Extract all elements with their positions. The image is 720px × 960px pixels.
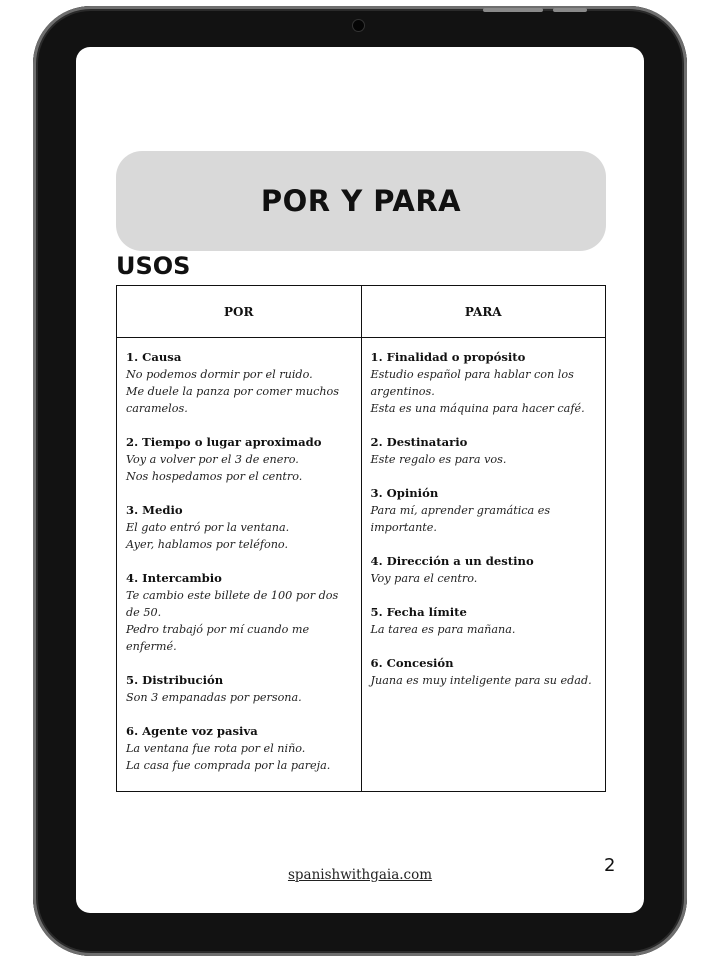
- camera-icon: [353, 20, 364, 31]
- por-column: [117, 338, 362, 792]
- example-text: La tarea es para mañana.: [370, 623, 516, 636]
- para-column: [361, 338, 606, 792]
- list-item: [126, 434, 353, 485]
- page-title: POR Y PARA: [260, 184, 462, 218]
- example-text: Este regalo es para vos.: [370, 453, 507, 466]
- item-heading: 3. Medio: [126, 503, 183, 517]
- power-button: [553, 8, 587, 12]
- uses-table: [116, 285, 606, 792]
- list-item: [126, 570, 353, 655]
- example-text: caramelos.: [126, 402, 188, 415]
- item-heading: 1. Causa: [126, 350, 182, 364]
- item-heading: 5. Fecha límite: [370, 605, 467, 619]
- table-header-row: [117, 286, 606, 338]
- example-text: La casa fue comprada por la pareja.: [126, 759, 331, 772]
- tablet-screen: [76, 47, 644, 913]
- list-item: [371, 485, 598, 536]
- example-text: Estudio español para hablar con los: [370, 368, 574, 381]
- table-row: [117, 338, 606, 792]
- list-item: [371, 349, 598, 417]
- item-heading: 2. Destinatario: [370, 435, 468, 449]
- list-item: [371, 553, 598, 587]
- item-heading: 5. Distribución: [126, 673, 224, 687]
- example-text: importante.: [370, 521, 437, 534]
- section-title: USOS: [116, 252, 191, 280]
- item-heading: 2. Tiempo o lugar aproximado: [126, 435, 322, 449]
- example-text: Voy para el centro.: [370, 572, 478, 585]
- example-text: de 50.: [126, 606, 162, 619]
- column-header-para: PARA: [361, 286, 606, 338]
- example-text: No podemos dormir por el ruido.: [126, 368, 313, 381]
- example-text: Para mí, aprender gramática es: [370, 504, 551, 517]
- list-item: [126, 672, 353, 706]
- example-text: Juana es muy inteligente para su edad.: [370, 674, 592, 687]
- example-text: Esta es una máquina para hacer café.: [370, 402, 585, 415]
- item-heading: 6. Agente voz pasiva: [126, 724, 258, 738]
- example-text: Nos hospedamos por el centro.: [126, 470, 303, 483]
- list-item: [126, 723, 353, 774]
- list-item: [371, 604, 598, 638]
- column-header-por: POR: [117, 286, 362, 338]
- example-text: Son 3 empanadas por persona.: [126, 691, 302, 704]
- example-text: La ventana fue rota por el niño.: [126, 742, 306, 755]
- website-link[interactable]: spanishwithgaia.com: [287, 867, 433, 883]
- title-banner: [116, 151, 606, 251]
- list-item: [126, 502, 353, 553]
- item-heading: 4. Intercambio: [126, 571, 222, 585]
- example-text: El gato entró por la ventana.: [126, 521, 290, 534]
- item-heading: 1. Finalidad o propósito: [370, 350, 526, 364]
- page-number: 2: [604, 855, 616, 876]
- list-item: [371, 655, 598, 689]
- example-text: argentinos.: [370, 385, 435, 398]
- item-heading: 4. Dirección a un destino: [370, 554, 534, 568]
- item-heading: 3. Opinión: [370, 486, 439, 500]
- example-text: Te cambio este billete de 100 por dos: [126, 589, 339, 602]
- example-text: enfermé.: [126, 640, 177, 653]
- list-item: [126, 349, 353, 417]
- example-text: Me duele la panza por comer muchos: [126, 385, 340, 398]
- volume-button: [483, 8, 543, 12]
- list-item: [371, 434, 598, 468]
- example-text: Pedro trabajó por mí cuando me: [126, 623, 310, 636]
- item-heading: 6. Concesión: [370, 656, 454, 670]
- example-text: Voy a volver por el 3 de enero.: [126, 453, 299, 466]
- example-text: Ayer, hablamos por teléfono.: [126, 538, 289, 551]
